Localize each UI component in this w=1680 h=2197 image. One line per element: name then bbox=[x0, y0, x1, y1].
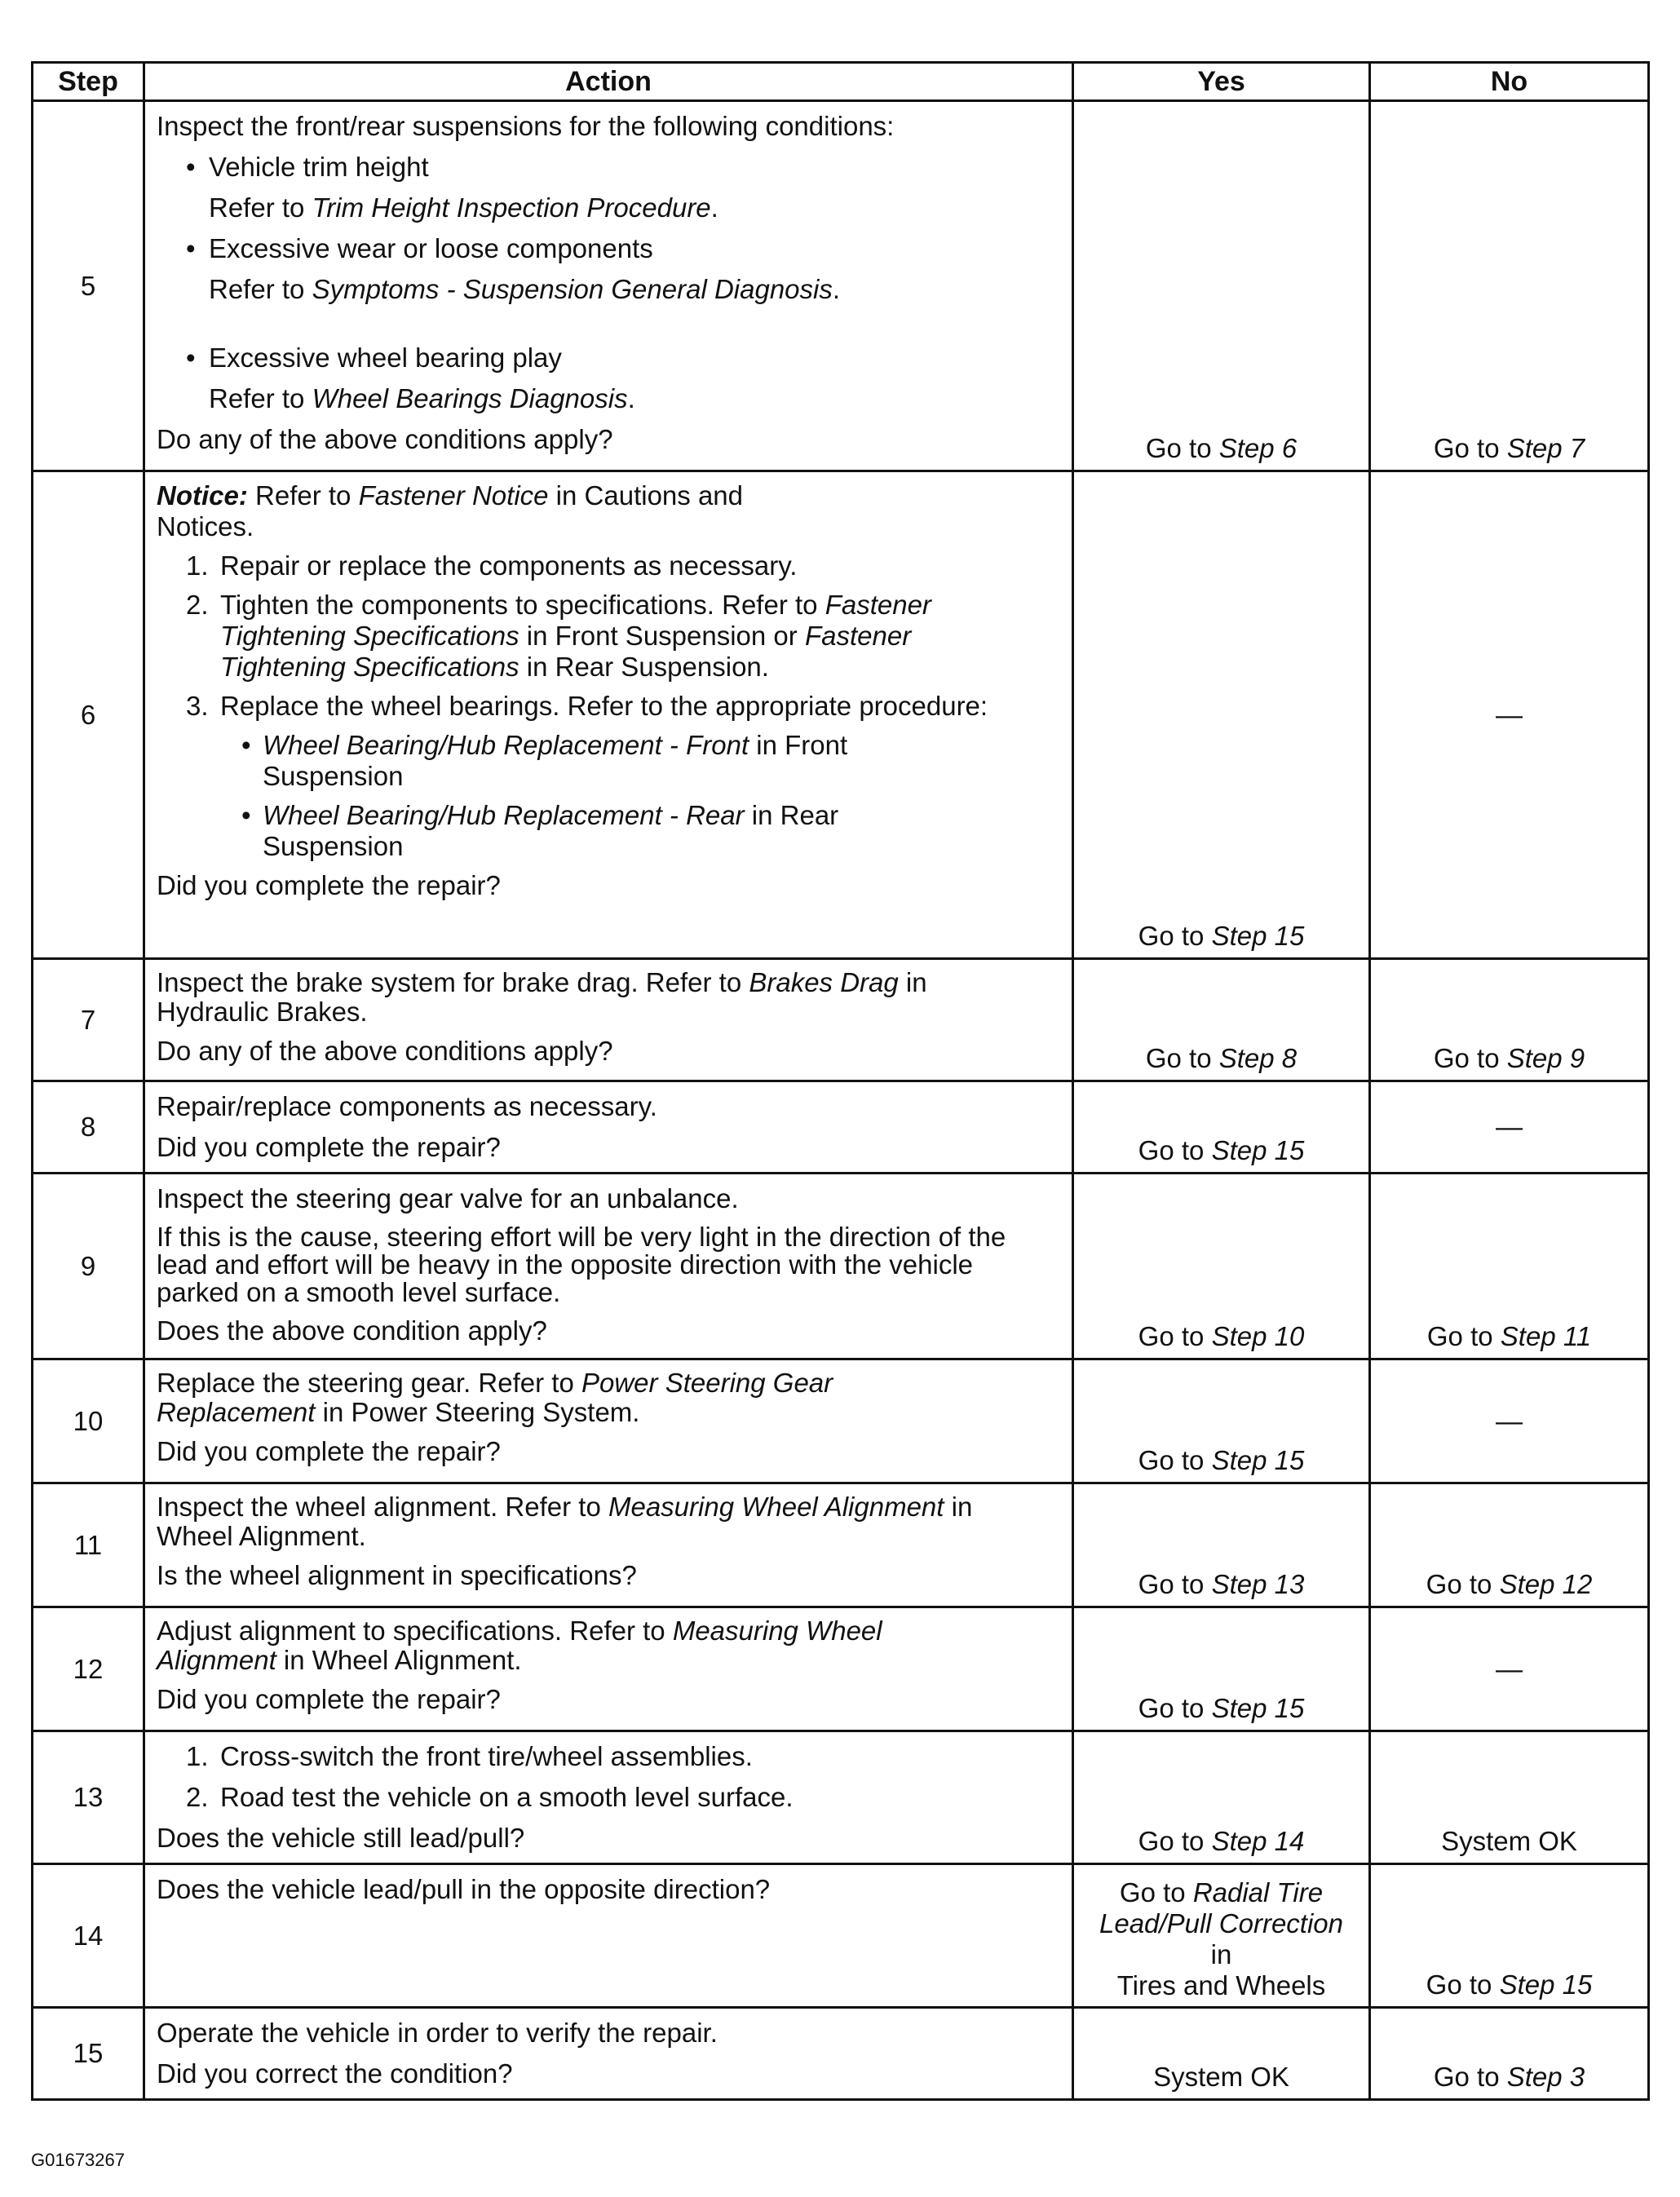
numbered-item bbox=[157, 550, 1060, 581]
item-text: Tighten the components to specifications. Refer to bbox=[220, 590, 825, 620]
goto-prefix: Go to bbox=[1145, 433, 1219, 463]
item-text: Road test the vehicle on a smooth level surface. bbox=[220, 1782, 794, 1812]
goto-step: Step 3 bbox=[1506, 2062, 1585, 2092]
sub-bullet-item bbox=[157, 800, 850, 862]
ref-title: Symptoms - Suspension General Diagnosis bbox=[312, 274, 833, 304]
table-row bbox=[33, 1483, 1649, 1607]
question-text: Does the vehicle still lead/pull? bbox=[157, 1823, 525, 1853]
yes-cell bbox=[1073, 471, 1370, 959]
action-cell bbox=[144, 1081, 1073, 1174]
goto-step: Step 12 bbox=[1499, 1569, 1593, 1599]
question-text: Did you complete the repair? bbox=[157, 1684, 501, 1714]
ref-prefix: Refer to bbox=[209, 383, 312, 413]
step-number: 10 bbox=[33, 1359, 144, 1483]
table-row bbox=[33, 2008, 1649, 2100]
item-number: 1. bbox=[186, 1741, 209, 1771]
goto-step: Step 14 bbox=[1211, 1826, 1305, 1856]
goto-step: Step 15 bbox=[1211, 1445, 1305, 1475]
ref-title: Wheel Bearing/Hub Replacement - Front bbox=[263, 730, 749, 760]
goto-step: Step 9 bbox=[1506, 1043, 1585, 1073]
action-cell bbox=[144, 471, 1073, 959]
item-number: 1. bbox=[186, 550, 209, 581]
no-cell bbox=[1370, 2008, 1649, 2100]
step-number: 11 bbox=[33, 1483, 144, 1607]
table-row bbox=[33, 959, 1649, 1081]
question-text: Did you complete the repair? bbox=[157, 1132, 501, 1162]
action-text bbox=[157, 1368, 939, 1427]
action-text: Inspect the steering gear valve for an unbalance. bbox=[157, 1183, 739, 1213]
yes-cell bbox=[1073, 1864, 1370, 2008]
action-text: If this is the cause, steering effort will be very light in the direction of the lead and effort will be heavy in the opposite direction with the vehicle parked on a smooth level surface. bbox=[157, 1222, 1006, 1307]
item-text: Replace the wheel bearings. Refer to the appropriate procedure: bbox=[220, 691, 988, 721]
goto-prefix: Go to bbox=[1119, 1877, 1193, 1907]
ref-title: Power Steering Gear Replacement bbox=[157, 1368, 833, 1427]
text-suffix: in Wheel Alignment. bbox=[276, 1645, 522, 1675]
yes-cell bbox=[1073, 1081, 1370, 1174]
header-yes: Yes bbox=[1073, 63, 1370, 101]
goto-prefix: Go to bbox=[1426, 1969, 1500, 2000]
sub-bullet-item bbox=[157, 730, 850, 792]
reference-line bbox=[157, 382, 1060, 415]
goto-prefix: Go to bbox=[1426, 1321, 1501, 1351]
table-row bbox=[33, 471, 1649, 959]
goto-step: Step 10 bbox=[1211, 1321, 1305, 1351]
goto-prefix: Go to bbox=[1426, 1569, 1500, 1599]
header-step: Step bbox=[33, 63, 144, 101]
goto-in: in bbox=[1210, 1939, 1232, 1969]
yes-cell: System OK bbox=[1073, 2008, 1370, 2100]
no-cell bbox=[1370, 1174, 1649, 1359]
yes-cell bbox=[1073, 101, 1370, 471]
action-cell bbox=[144, 959, 1073, 1081]
no-cell bbox=[1370, 959, 1649, 1081]
text-suffix: in Hydraulic Brakes. bbox=[157, 967, 927, 1027]
item-number: 3. bbox=[186, 691, 209, 721]
goto-prefix: Go to bbox=[1138, 1826, 1212, 1856]
numbered-item bbox=[157, 1781, 1060, 1814]
step-number: 15 bbox=[33, 2008, 144, 2100]
item-text: Cross-switch the front tire/wheel assemblies. bbox=[220, 1741, 753, 1771]
ref-prefix: Refer to bbox=[209, 274, 312, 304]
goto-section: Tires and Wheels bbox=[1116, 1970, 1326, 2000]
table-row bbox=[33, 1081, 1649, 1174]
question-text: Did you complete the repair? bbox=[157, 1436, 501, 1466]
question-text: Is the wheel alignment in specifications? bbox=[157, 1560, 637, 1590]
action-text: Operate the vehicle in order to verify the repair. bbox=[157, 2018, 718, 2048]
no-cell: System OK bbox=[1370, 1731, 1649, 1864]
goto-ref: Radial Tire Lead/Pull Correction bbox=[1099, 1877, 1343, 1938]
step-number: 7 bbox=[33, 959, 144, 1081]
action-cell bbox=[144, 1359, 1073, 1483]
ref-suffix: in Front Suspension bbox=[263, 730, 848, 791]
question-text: Does the vehicle lead/pull in the opposite direction? bbox=[157, 1874, 771, 1904]
goto-prefix: Go to bbox=[1138, 1569, 1212, 1599]
action-text bbox=[157, 1616, 1005, 1675]
ref-title: Fastener Tightening Specifications bbox=[220, 590, 931, 651]
table-row bbox=[33, 1359, 1649, 1483]
notice-label: Notice: bbox=[157, 480, 248, 511]
question-text: Do any of the above conditions apply? bbox=[157, 1036, 613, 1066]
goto-step: Step 7 bbox=[1506, 433, 1585, 463]
ref-suffix: . bbox=[627, 383, 635, 413]
goto-step: Step 11 bbox=[1500, 1321, 1592, 1351]
ref-title: Fastener Tightening Specifications bbox=[220, 621, 912, 682]
goto-prefix: Go to bbox=[1433, 1043, 1507, 1073]
table-row bbox=[33, 101, 1649, 471]
table-row bbox=[33, 1731, 1649, 1864]
no-cell: — bbox=[1370, 1081, 1649, 1174]
text-prefix: Inspect the wheel alignment. Refer to bbox=[157, 1492, 608, 1522]
text-prefix: Replace the steering gear. Refer to bbox=[157, 1368, 581, 1398]
question-text: Do any of the above conditions apply? bbox=[157, 424, 613, 454]
spacer bbox=[157, 314, 1060, 342]
reference-line bbox=[157, 273, 1060, 306]
step-number: 12 bbox=[33, 1607, 144, 1731]
yes-cell bbox=[1073, 1731, 1370, 1864]
question-text: Did you complete the repair? bbox=[157, 870, 501, 900]
ref-suffix: . bbox=[832, 274, 841, 304]
item-text: in Front Suspension or bbox=[519, 621, 805, 651]
goto-step: Step 15 bbox=[1211, 1693, 1305, 1723]
table-row bbox=[33, 1607, 1649, 1731]
ref-title: Trim Height Inspection Procedure bbox=[312, 192, 711, 223]
goto-prefix: Go to bbox=[1433, 433, 1507, 463]
text-prefix: Inspect the brake system for brake drag. Refer to bbox=[157, 967, 749, 997]
step-number: 6 bbox=[33, 471, 144, 959]
item-text: in Rear Suspension. bbox=[519, 652, 769, 682]
no-cell bbox=[1370, 1483, 1649, 1607]
no-cell: — bbox=[1370, 1359, 1649, 1483]
action-cell bbox=[144, 2008, 1073, 2100]
item-text: Repair or replace the components as necessary. bbox=[220, 550, 798, 581]
goto-prefix: Go to bbox=[1138, 921, 1212, 951]
no-cell: — bbox=[1370, 1607, 1649, 1731]
question-text: Did you correct the condition? bbox=[157, 2058, 513, 2089]
bullet-item: • Excessive wear or loose components bbox=[157, 232, 1060, 265]
ref-title: Wheel Bearing/Hub Replacement - Rear bbox=[263, 800, 745, 830]
notice-prefix: Refer to bbox=[247, 480, 359, 511]
action-text bbox=[157, 1492, 1021, 1551]
reference-line bbox=[157, 192, 1060, 224]
item-number: 2. bbox=[186, 1782, 209, 1812]
no-cell: — bbox=[1370, 471, 1649, 959]
ref-prefix: Refer to bbox=[209, 192, 312, 223]
goto-step: Step 15 bbox=[1211, 921, 1305, 951]
goto-prefix: Go to bbox=[1138, 1321, 1212, 1351]
bullet-item: • Vehicle trim height bbox=[157, 151, 1060, 183]
step-number: 9 bbox=[33, 1174, 144, 1359]
ref-title: Measuring Wheel Alignment bbox=[608, 1492, 944, 1522]
goto-step: Step 13 bbox=[1211, 1569, 1305, 1599]
ref-suffix: in Rear Suspension bbox=[263, 800, 839, 861]
figure-id: G01673267 bbox=[31, 2150, 125, 2170]
action-text: Repair/replace components as necessary. bbox=[157, 1091, 657, 1121]
yes-cell bbox=[1073, 1174, 1370, 1359]
goto-step: Step 8 bbox=[1218, 1043, 1298, 1073]
diagnostic-table bbox=[31, 61, 1650, 2101]
action-text bbox=[157, 968, 988, 1027]
notice-ref: Fastener Notice bbox=[358, 480, 549, 511]
yes-cell bbox=[1073, 1359, 1370, 1483]
goto-prefix: Go to bbox=[1433, 2062, 1507, 2092]
notice-suffix: in Cautions and Notices. bbox=[157, 480, 744, 542]
action-cell bbox=[144, 101, 1073, 471]
no-cell bbox=[1370, 101, 1649, 471]
step-number: 8 bbox=[33, 1081, 144, 1174]
yes-cell bbox=[1073, 1483, 1370, 1607]
text-suffix: in Wheel Alignment. bbox=[157, 1492, 973, 1551]
action-cell bbox=[144, 1864, 1073, 2008]
ref-title: Brakes Drag bbox=[749, 967, 899, 997]
header-row bbox=[33, 63, 1649, 101]
ref-title: Wheel Bearings Diagnosis bbox=[312, 383, 628, 413]
notice-text bbox=[157, 480, 809, 542]
goto-step: Step 15 bbox=[1211, 1135, 1305, 1165]
text-prefix: Adjust alignment to specifications. Refer to bbox=[157, 1616, 673, 1646]
bullet-item: • Excessive wheel bearing play bbox=[157, 342, 1060, 374]
no-cell bbox=[1370, 1864, 1649, 2008]
goto-prefix: Go to bbox=[1138, 1135, 1212, 1165]
yes-cell bbox=[1073, 959, 1370, 1081]
header-action: Action bbox=[144, 63, 1073, 101]
numbered-item bbox=[157, 691, 1060, 722]
table-row bbox=[33, 1864, 1649, 2008]
question-text: Does the above condition apply? bbox=[157, 1315, 547, 1346]
action-cell bbox=[144, 1607, 1073, 1731]
step-number: 13 bbox=[33, 1731, 144, 1864]
table-row bbox=[33, 1174, 1649, 1359]
action-cell bbox=[144, 1174, 1073, 1359]
goto-step: Step 6 bbox=[1218, 433, 1298, 463]
goto-step: Step 15 bbox=[1499, 1969, 1593, 2000]
goto-prefix: Go to bbox=[1138, 1445, 1212, 1475]
header-no: No bbox=[1370, 63, 1649, 101]
numbered-item bbox=[157, 590, 954, 683]
action-cell bbox=[144, 1483, 1073, 1607]
goto-prefix: Go to bbox=[1138, 1693, 1212, 1723]
action-cell bbox=[144, 1731, 1073, 1864]
text-suffix: in Power Steering System. bbox=[315, 1397, 640, 1427]
ref-suffix: . bbox=[710, 192, 718, 223]
item-number: 2. bbox=[186, 590, 209, 620]
ref-title: Measuring Wheel Alignment bbox=[157, 1616, 882, 1675]
step-number: 5 bbox=[33, 101, 144, 471]
step-number: 14 bbox=[33, 1864, 144, 2008]
numbered-item bbox=[157, 1740, 1060, 1773]
goto-prefix: Go to bbox=[1145, 1043, 1219, 1073]
action-text: Inspect the front/rear suspensions for the following conditions: bbox=[157, 111, 895, 141]
yes-cell bbox=[1073, 1607, 1370, 1731]
